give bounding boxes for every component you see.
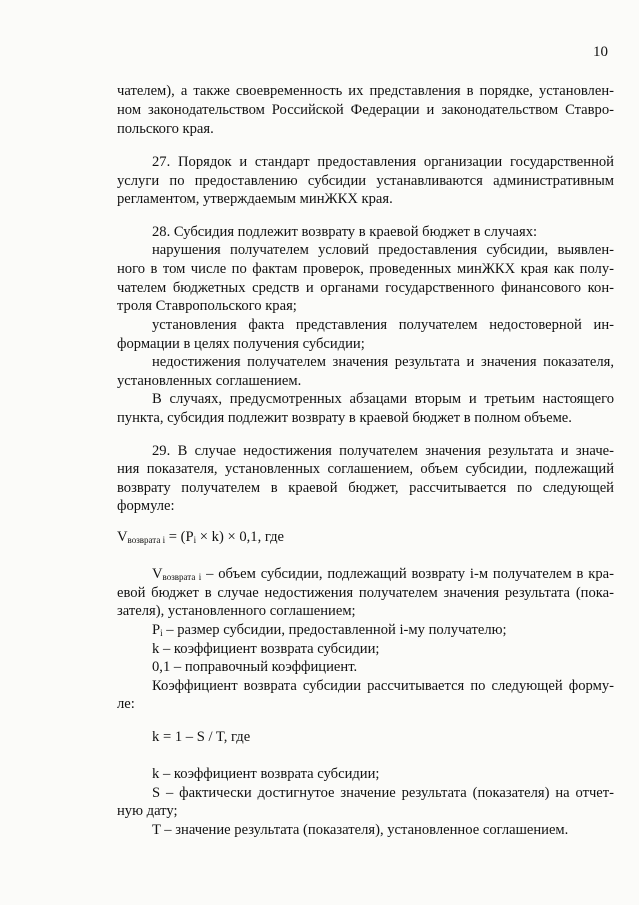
text-line: возврату получателем в краевой бюджет, рассчитывается по следующей: [117, 480, 614, 496]
formula-refund-volume: $V_{возврата i} = (P_i \times k) \times 0,1$, где: [117, 529, 285, 545]
text-line: формации в целях получения субсидии;: [117, 336, 365, 352]
text-line: k – коэффициент возврата субсидии;: [152, 766, 380, 782]
text-line: чателем), а также своевременность их представления в порядке, установлен-: [117, 83, 614, 99]
text-line: установления факта представления получателем недостоверной ин-: [152, 317, 614, 333]
text-line: Коэффициент возврата субсидии рассчитывается по следующей форму-: [152, 678, 614, 694]
text-line: ния показателя, установленных соглашением, объем субсидии, подлежащий: [117, 461, 614, 477]
text-line: троля Ставропольского края;: [117, 298, 297, 314]
text-line: ную дату;: [117, 803, 178, 819]
text-line: $P_i$ – размер субсидии, предоставленной i-му получателю;: [152, 622, 507, 638]
text-line: пункта, субсидия подлежит возврату в краевой бюджет в полном объеме.: [117, 410, 572, 426]
text-line: $V_{возврата i}$ – объем субсидии, подлежащий возврату i-м получателем в кра-: [152, 566, 614, 582]
text-line: ле:: [117, 696, 135, 712]
text-line: S – фактически достигнутое значение результата (показателя) на отчет-: [152, 785, 614, 801]
text-line: В случаях, предусмотренных абзацами вторым и третьим настоящего: [152, 391, 614, 407]
text-line: формуле:: [117, 498, 175, 514]
text-line: евой бюджет в случае недостижения получателем значения результата (пока-: [117, 585, 614, 601]
formula-coefficient: k = 1 – S / T, где: [152, 729, 251, 745]
text-line: ного в том числе по фактам проверок, проведенных минЖКХ края как полу-: [117, 261, 614, 277]
text-line: установленных соглашением.: [117, 373, 302, 389]
text-line: недостижения получателем значения результата и значения показателя,: [152, 354, 614, 370]
text-line: нарушения получателем условий предоставления субсидии, выявлен-: [152, 242, 614, 258]
text-line: чателем бюджетных средств и органами государственного финансового кон-: [117, 280, 614, 296]
text-line: 27. Порядок и стандарт предоставления организации государственной: [152, 154, 614, 170]
text-line: 0,1 – поправочный коэффициент.: [152, 659, 358, 675]
text-line: 29. В случае недостижения получателем значения результата и значе-: [152, 443, 614, 459]
text-line: 28. Субсидия подлежит возврату в краевой бюджет в случаях:: [152, 224, 538, 240]
text-line: услуги по предоставлению субсидии устанавливаются административным: [117, 173, 614, 189]
text-line: T – значение результата (показателя), установленное соглашением.: [152, 822, 569, 838]
text-line: регламентом, утверждаемым минЖКХ края.: [117, 191, 393, 207]
page-number: 10: [593, 44, 608, 60]
text-line: k – коэффициент возврата субсидии;: [152, 641, 380, 657]
text-line: ном законодательством Российской Федерации и законодательством Ставро-: [117, 102, 614, 118]
text-line: зателя), установленного соглашением;: [117, 603, 356, 619]
text-line: польского края.: [117, 121, 214, 137]
